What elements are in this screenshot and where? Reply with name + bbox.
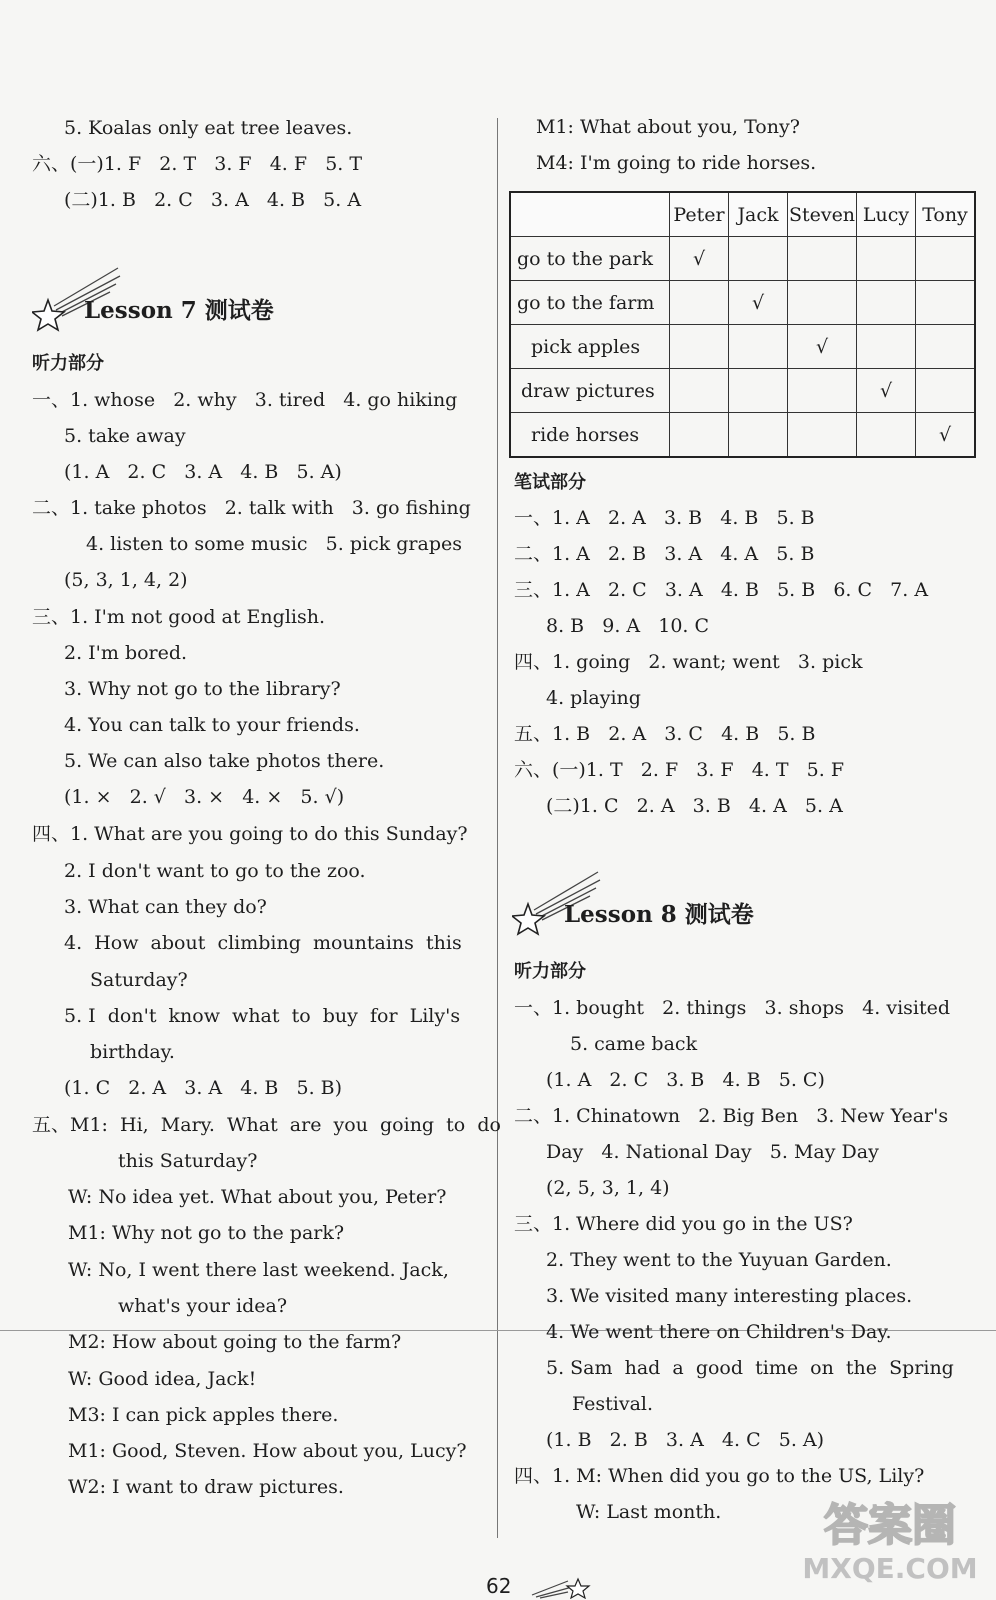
answer-line: (1. A 2. C 3. A 4. B 5. A) (64, 461, 342, 483)
table-header-cell (510, 192, 670, 237)
answer-line: 5. Koalas only eat tree leaves. (64, 117, 353, 139)
table-header-row (510, 192, 975, 237)
table-row (510, 369, 975, 413)
row-label: ride horses (510, 413, 670, 458)
check-cell: √ (857, 369, 916, 413)
answer-line: (1. C 2. A 3. A 4. B 5. B) (64, 1077, 343, 1099)
answer-line: Day 4. National Day 5. May Day (546, 1141, 879, 1163)
answer-line: 5. take away (64, 425, 186, 447)
answer-line: 5. Sam had a good time on the Spring (546, 1357, 954, 1379)
row-label: draw pictures (510, 369, 670, 413)
lesson-8-title: Lesson 8 测试卷 (564, 901, 754, 928)
answer-line: 二、1. Chinatown 2. Big Ben 3. New Year's (514, 1105, 949, 1127)
answer-line: 4. We went there on Children's Day. (546, 1321, 892, 1343)
answer-line: 一、1. whose 2. why 3. tired 4. go hiking (32, 389, 458, 411)
listening-section-head: 听力部分 (514, 961, 586, 982)
check-cell (670, 281, 729, 325)
answer-line: 5. We can also take photos there. (64, 750, 385, 772)
answer-line: 三、1. A 2. C 3. A 4. B 5. B 6. C 7. A (514, 579, 929, 601)
answer-line: (二)1. C 2. A 3. B 4. A 5. A (546, 795, 843, 817)
written-section-head: 笔试部分 (514, 472, 586, 493)
check-cell (670, 325, 729, 369)
answer-line: Festival. (572, 1393, 654, 1415)
dialog-line: M2: How about going to the farm? (68, 1331, 402, 1353)
check-cell: √ (670, 237, 729, 281)
dialog-line: 四、1. M: When did you go to the US, Lily? (514, 1465, 925, 1487)
check-cell: √ (916, 413, 976, 458)
dialog-line: M1: Good, Steven. How about you, Lucy? (68, 1440, 467, 1462)
answer-line: (5, 3, 1, 4, 2) (64, 569, 188, 591)
answer-line: 五、1. B 2. A 3. C 4. B 5. B (514, 723, 816, 745)
answer-line: 2. I'm bored. (64, 642, 188, 664)
check-cell (857, 237, 916, 281)
check-cell (729, 237, 788, 281)
dialog-line: W: No idea yet. What about you, Peter? (68, 1186, 447, 1208)
table-row (510, 237, 975, 281)
check-cell (857, 325, 916, 369)
check-cell (916, 281, 976, 325)
answer-line: 3. Why not go to the library? (64, 678, 341, 700)
dialog-line: W: Good idea, Jack! (68, 1368, 257, 1390)
answer-line: 六、(一)1. T 2. F 3. F 4. T 5. F (514, 759, 845, 781)
check-cell: √ (788, 325, 857, 369)
answer-line: (1. A 2. C 3. B 4. B 5. C) (546, 1069, 825, 1091)
check-cell (670, 369, 729, 413)
table-header-cell: Jack (729, 192, 788, 237)
check-cell (788, 369, 857, 413)
table-header-cell: Peter (670, 192, 729, 237)
answer-line: 二、1. take photos 2. talk with 3. go fishing (32, 497, 471, 519)
table-header-cell: Tony (916, 192, 976, 237)
check-cell (857, 413, 916, 458)
check-cell (729, 369, 788, 413)
answer-line: birthday. (90, 1041, 175, 1063)
row-label: go to the farm (510, 281, 670, 325)
table-row (510, 281, 975, 325)
check-cell (916, 237, 976, 281)
shooting-star-icon (528, 1575, 598, 1599)
dialog-line: M3: I can pick apples there. (68, 1404, 339, 1426)
activity-table (509, 191, 976, 458)
listening-section-head: 听力部分 (32, 353, 104, 374)
svg-text:答案圈: 答案圈 (824, 1500, 956, 1551)
dialog-line: this Saturday? (118, 1150, 258, 1172)
table-header-cell: Lucy (857, 192, 916, 237)
answer-line: (2, 5, 3, 1, 4) (546, 1177, 670, 1199)
table-row (510, 413, 975, 458)
svg-text:MXQE.COM: MXQE.COM (802, 1552, 978, 1585)
answer-line: 5. came back (570, 1033, 698, 1055)
lesson-7-title: Lesson 7 测试卷 (84, 297, 274, 324)
answer-line: 2. They went to the Yuyuan Garden. (546, 1249, 892, 1271)
dialog-line: M4: I'm going to ride horses. (536, 152, 817, 174)
check-cell: √ (729, 281, 788, 325)
check-cell (916, 325, 976, 369)
answer-line: 5. I don't know what to buy for Lily's (64, 1005, 461, 1027)
answer-line: 2. I don't want to go to the zoo. (64, 860, 366, 882)
answer-line: 一、1. A 2. A 3. B 4. B 5. B (514, 507, 815, 529)
answer-line: 4. listen to some music 5. pick grapes (86, 533, 463, 555)
answer-line: 四、1. What are you going to do this Sunday? (32, 823, 468, 845)
dialog-line: W2: I want to draw pictures. (68, 1476, 344, 1498)
check-cell (729, 325, 788, 369)
check-cell (670, 413, 729, 458)
row-label: go to the park (510, 237, 670, 281)
check-cell (788, 237, 857, 281)
answer-line: 4. How about climbing mountains this (64, 932, 462, 954)
answer-line: 一、1. bought 2. things 3. shops 4. visited (514, 997, 951, 1019)
answer-line: 六、(一)1. F 2. T 3. F 4. F 5. T (32, 153, 363, 175)
answer-line: (二)1. B 2. C 3. A 4. B 5. A (64, 189, 362, 211)
check-cell (788, 281, 857, 325)
dialog-line: W: No, I went there last weekend. Jack, (68, 1259, 449, 1281)
answer-line: Saturday? (90, 969, 188, 991)
answer-line: 四、1. going 2. want; went 3. pick (514, 651, 863, 673)
answer-line: (1. B 2. B 3. A 4. C 5. A) (546, 1429, 825, 1451)
watermark-logo (790, 1480, 990, 1590)
answer-line: 二、1. A 2. B 3. A 4. A 5. B (514, 543, 815, 565)
table-row (510, 325, 975, 369)
answer-line: 3. What can they do? (64, 896, 267, 918)
check-cell (729, 413, 788, 458)
page-number: 62 (486, 1574, 512, 1598)
answer-line: (1. × 2. √ 3. × 4. × 5. √) (64, 786, 345, 808)
check-cell (788, 413, 857, 458)
column-divider (497, 118, 498, 1538)
dialog-line: 五、M1: Hi, Mary. What are you going to do (32, 1114, 501, 1136)
dialog-line: M1: What about you, Tony? (536, 116, 800, 138)
answer-line: 8. B 9. A 10. C (546, 615, 710, 637)
answer-line: 4. You can talk to your friends. (64, 714, 360, 736)
table-header-cell: Steven (788, 192, 857, 237)
answer-line: 4. playing (546, 687, 641, 709)
dialog-line: M1: Why not go to the park? (68, 1222, 345, 1244)
row-label: pick apples (510, 325, 670, 369)
answer-line: 三、1. I'm not good at English. (32, 606, 325, 628)
check-cell (916, 369, 976, 413)
answer-line: 三、1. Where did you go in the US? (514, 1213, 853, 1235)
dialog-line: W: Last month. (576, 1501, 722, 1523)
answer-line: 3. We visited many interesting places. (546, 1285, 913, 1307)
dialog-line: what's your idea? (118, 1295, 288, 1317)
check-cell (857, 281, 916, 325)
